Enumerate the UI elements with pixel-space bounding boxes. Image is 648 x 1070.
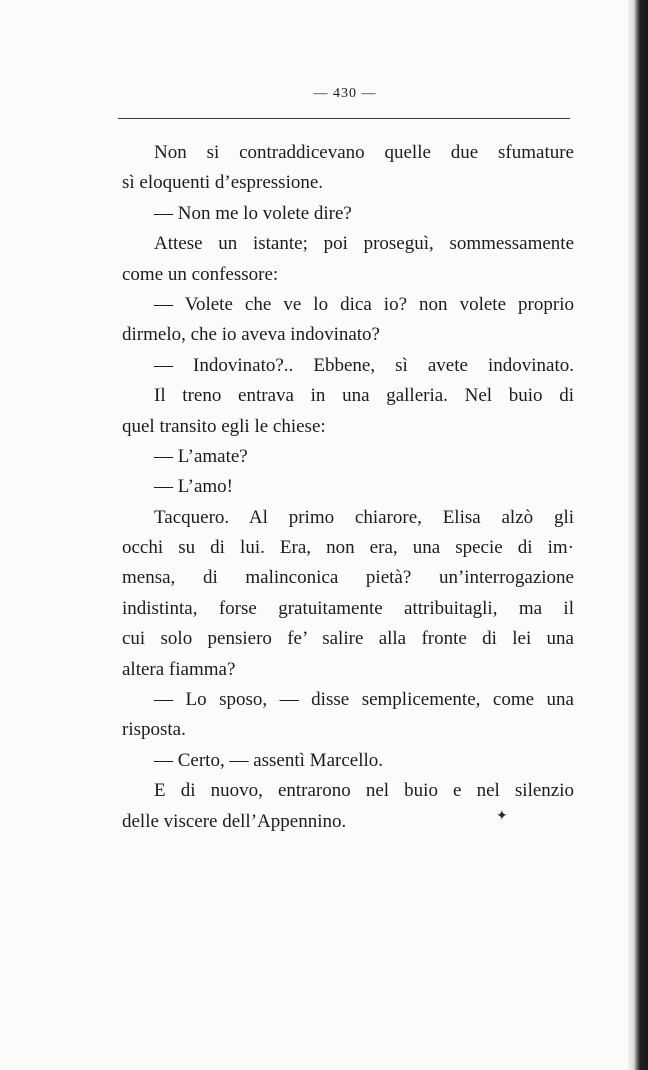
text-line: delle viscere dell’Appennino. (122, 810, 347, 832)
text-line: Il treno entrava in una galleria. Nel buio di (154, 385, 574, 407)
binding-edge (628, 0, 648, 1070)
text-line: — Volete che ve lo dica io? non volete proprio (154, 293, 574, 315)
body-text (122, 138, 574, 837)
text-line: Non si contraddicevano quelle due sfumature (154, 142, 574, 163)
text-line: — Lo sposo, — disse semplicemente, come una (154, 689, 574, 711)
text-line: mensa, di malinconica pietà? un’interrogazione (122, 567, 574, 589)
text-line: cui solo pensiero fe’ salire alla fronte di lei una (122, 628, 574, 650)
text-line: — L’amo! (154, 476, 233, 498)
text-line: Tacquero. Al primo chiarore, Elisa alzò gli (154, 506, 574, 528)
text-line: — Certo, — assentì Marcello. (154, 749, 384, 771)
text-line: Attese un istante; poi proseguì, sommessamente (154, 233, 574, 255)
text-line: indistinta, forse gratuitamente attribuitagli, ma il (122, 597, 574, 619)
ornament-mark: ✦ (496, 809, 508, 824)
text-line: quel transito egli le chiese: (122, 415, 326, 437)
text-line: risposta. (122, 719, 186, 741)
text-line: — Indovinato?.. Ebbene, sì avete indovinato. (154, 354, 574, 376)
text-line: E di nuovo, entrarono nel buio e nel silenzio (154, 780, 574, 802)
text-line: dirmelo, che io aveva indovinato? (122, 324, 380, 346)
text-line: come un confessore: (122, 263, 279, 285)
text-line: altera fiamma? (122, 658, 236, 680)
header-rule (118, 118, 570, 119)
page-number: — 430 — (313, 86, 377, 101)
text-line: occhi su di lui. Era, non era, una specie di im· (122, 537, 574, 559)
text-line: — L’amate? (154, 445, 248, 467)
text-line: sì eloquenti d’espressione. (122, 172, 324, 194)
text-line: — Non me lo volete dire? (154, 202, 352, 224)
